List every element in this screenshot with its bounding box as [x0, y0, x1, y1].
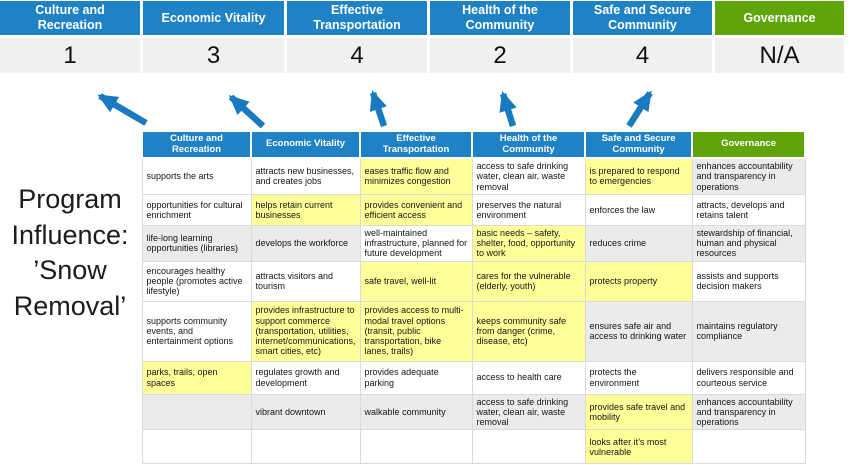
matrix-cell — [142, 394, 251, 430]
matrix-cell: delivers responsible and courteous service — [692, 361, 805, 394]
matrix-cell: keeps community safe from danger (crime, disease, etc) — [472, 301, 585, 361]
matrix-row-8 — [142, 430, 805, 464]
category-header-1: Culture and Recreation — [0, 1, 140, 35]
category-header-4: Health of the Community — [430, 1, 570, 35]
matrix-cell: attracts, develops and retains talent — [692, 194, 805, 225]
program-influence-title: Program Influence: ’Snow Removal’ — [11, 184, 129, 321]
category-header-2: Economic Vitality — [143, 1, 284, 35]
matrix-cell: regulates growth and development — [251, 361, 360, 394]
matrix-cell: opportunities for cultural enrichment — [142, 194, 251, 225]
category-header-3: Effective Transportation — [287, 1, 427, 35]
category-header-5: Safe and Secure Community — [573, 1, 712, 35]
matrix-cell: access to safe drinking water, clean air, waste removal — [472, 158, 585, 194]
matrix-column-header-4: Health of the Community — [472, 131, 585, 158]
matrix-row-5 — [142, 301, 805, 361]
matrix-row-4 — [142, 261, 805, 301]
matrix-cell — [251, 430, 360, 464]
matrix-cell: access to health care — [472, 361, 585, 394]
influence-arrows — [0, 80, 859, 130]
matrix-row-3 — [142, 225, 805, 261]
matrix-column-header-1: Culture and Recreation — [142, 131, 251, 158]
category-score-6: N/A — [715, 38, 844, 73]
arrow-icon — [100, 96, 146, 123]
arrow-icon — [231, 97, 263, 126]
matrix-cell: supports the arts — [142, 158, 251, 194]
matrix-cell — [472, 430, 585, 464]
matrix-row-2 — [142, 194, 805, 225]
matrix-cell: life-long learning opportunities (libraries) — [142, 225, 251, 261]
matrix-cell: helps retain current businesses — [251, 194, 360, 225]
matrix-column-header-2: Economic Vitality — [251, 131, 360, 158]
arrow-icon — [629, 93, 650, 126]
matrix-cell: enforces the law — [585, 194, 692, 225]
category-score-4: 2 — [430, 38, 570, 73]
matrix-cell: maintains regulatory compliance — [692, 301, 805, 361]
matrix-cell: preserves the natural environment — [472, 194, 585, 225]
matrix-column-header-6: Governance — [692, 131, 805, 158]
category-score-3: 4 — [287, 38, 427, 73]
matrix-cell: provides adequate parking — [360, 361, 472, 394]
category-score-5: 4 — [573, 38, 712, 73]
matrix-cell: attracts new businesses, and creates jobs — [251, 158, 360, 194]
matrix-cell: safe travel, well-lit — [360, 261, 472, 301]
matrix-cell: parks, trails, open spaces — [142, 361, 251, 394]
category-score-2: 3 — [143, 38, 284, 73]
matrix-cell: stewardship of financial, human and physical resources — [692, 225, 805, 261]
matrix-cell: assists and supports decision makers — [692, 261, 805, 301]
matrix-cell: walkable community — [360, 394, 472, 430]
matrix-cell: provides infrastructure to support commerce (transportation, utilities, internet/communications, smart cities, etc) — [251, 301, 360, 361]
category-score-1: 1 — [0, 38, 140, 73]
matrix-cell: access to safe drinking water, clean air, waste removal — [472, 394, 585, 430]
matrix-cell: ensures safe air and access to drinking water — [585, 301, 692, 361]
matrix-cell: supports community events, and entertainment options — [142, 301, 251, 361]
matrix-cell: is prepared to respond to emergencies — [585, 158, 692, 194]
matrix-column-header-3: Effective Transportation — [360, 131, 472, 158]
matrix-cell: encourages healthy people (promotes active lifestyle) — [142, 261, 251, 301]
matrix-cell: protects the environment — [585, 361, 692, 394]
matrix-cell: enhances accountability and transparency in operations — [692, 158, 805, 194]
matrix-cell: cares for the vulnerable (elderly, youth) — [472, 261, 585, 301]
matrix-row-7 — [142, 394, 805, 430]
matrix-cell: eases traffic flow and minimizes congestion — [360, 158, 472, 194]
arrow-icon — [373, 93, 384, 126]
matrix-cell — [692, 430, 805, 464]
influence-matrix-wrap — [141, 130, 806, 464]
matrix-row-6 — [142, 361, 805, 394]
matrix-cell: enhances accountability and transparency in operations — [692, 394, 805, 430]
matrix-cell — [142, 430, 251, 464]
matrix-cell: provides convenient and efficient access — [360, 194, 472, 225]
matrix-cell: develops the workforce — [251, 225, 360, 261]
matrix-cell: vibrant downtown — [251, 394, 360, 430]
matrix-cell: attracts visitors and tourism — [251, 261, 360, 301]
matrix-cell: reduces crime — [585, 225, 692, 261]
arrow-icon — [503, 94, 513, 126]
matrix-cell: protects property — [585, 261, 692, 301]
matrix-column-header-5: Safe and Secure Community — [585, 131, 692, 158]
matrix-cell: well-maintained infrastructure, planned for future development — [360, 225, 472, 261]
matrix-cell: provides access to multi-modal travel options (transit, public transportation, bike lanes, trails) — [360, 301, 472, 361]
matrix-cell: looks after it’s most vulnerable — [585, 430, 692, 464]
matrix-cell: provides safe travel and mobility — [585, 394, 692, 430]
matrix-row-1 — [142, 158, 805, 194]
matrix-cell: basic needs – safety, shelter, food, opportunity to work — [472, 225, 585, 261]
influence-matrix — [141, 130, 806, 464]
category-header-6: Governance — [715, 1, 844, 35]
matrix-cell — [360, 430, 472, 464]
